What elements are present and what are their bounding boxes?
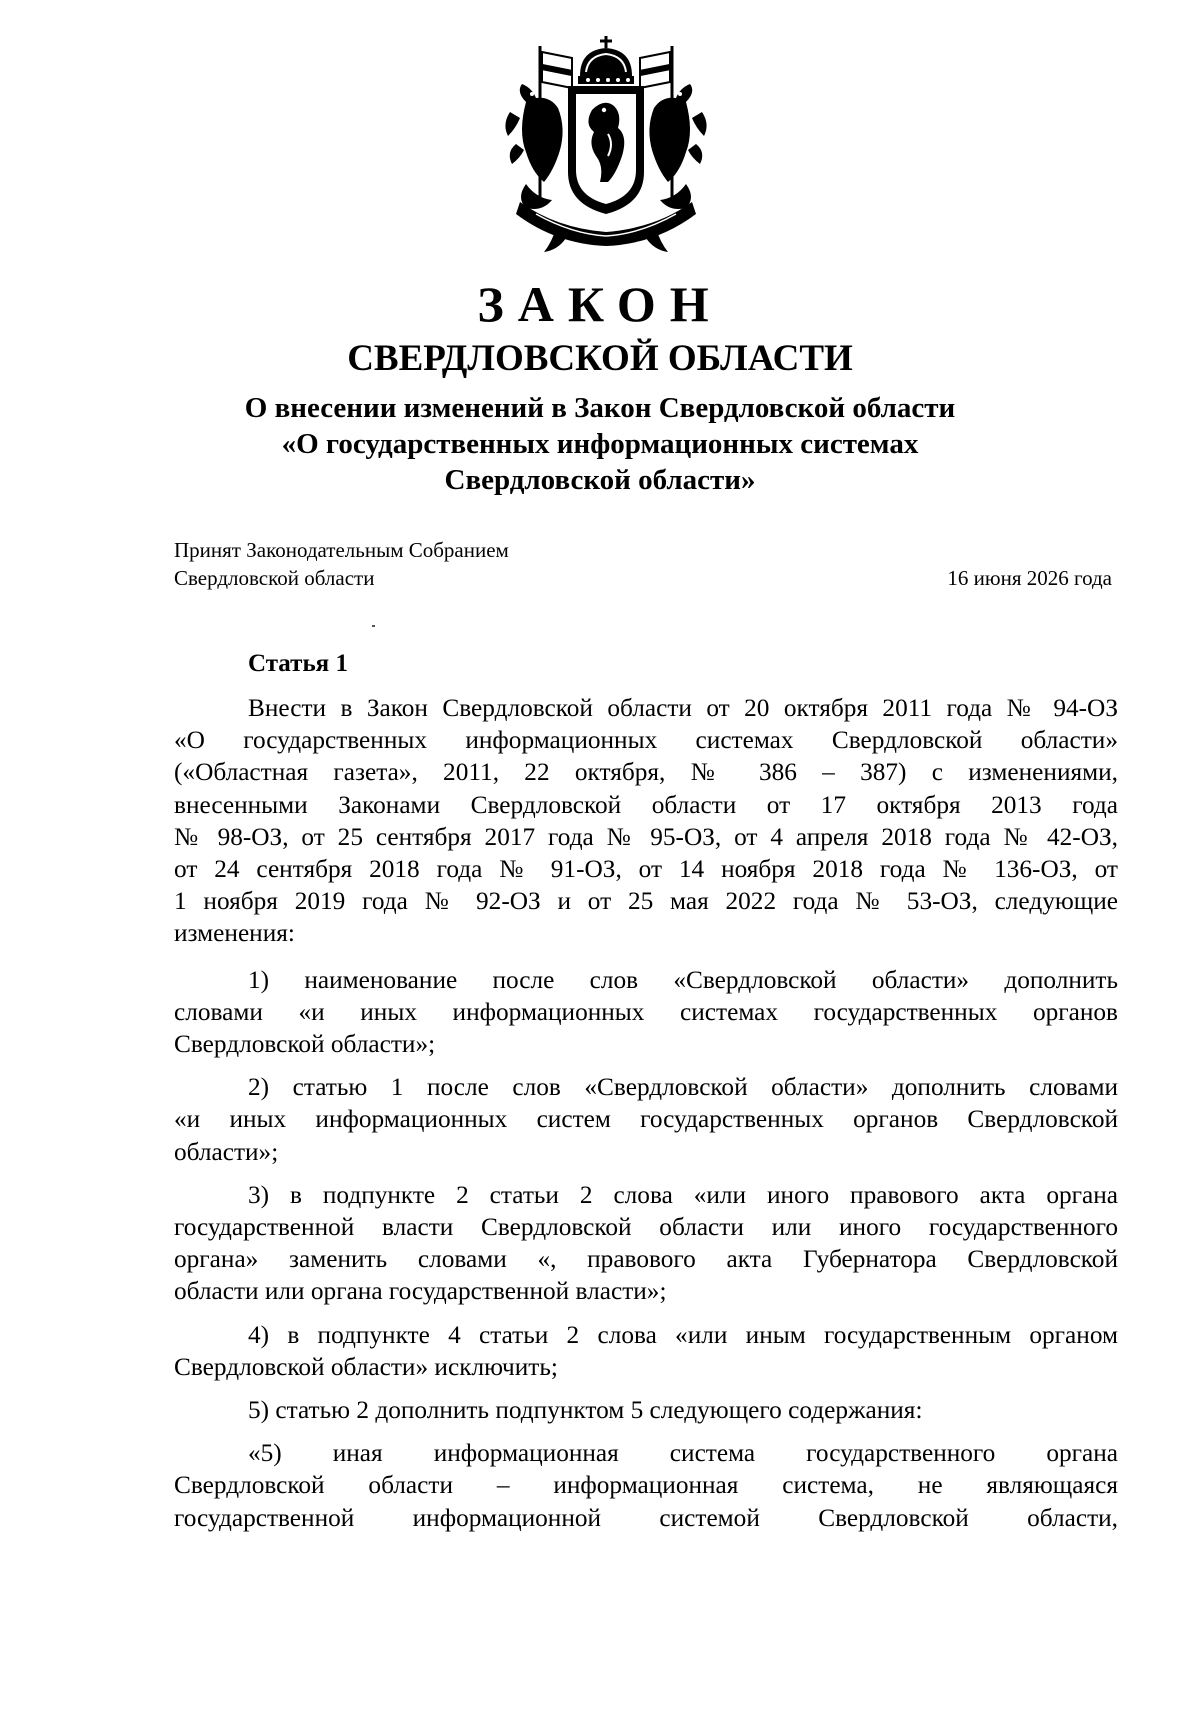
paragraph-line: государственной власти Свердловской области или иного государственного [174, 1213, 1118, 1242]
paragraph-line: 2) статью 1 после слов «Свердловской области» дополнить словами [248, 1073, 1118, 1102]
paragraph-line: Внести в Закон Свердловской области от 20 октября 2011 года № 94-ОЗ [248, 694, 1118, 722]
paragraph-line: внесенными Законами Свердловской области от 17 октября 2013 года [174, 790, 1118, 819]
paragraph-line: Свердловской области»; [174, 1030, 436, 1059]
paragraph-line: «О государственных информационных системах Свердловской области» [174, 726, 1118, 755]
paragraph-line: от 24 сентября 2018 года № 91-ОЗ, от 14 ноября 2018 года № 136-ОЗ, от [174, 855, 1118, 884]
paragraph-line: «и иных информационных систем государственных органов Свердловской [174, 1105, 1118, 1134]
paragraph-line: государственной информационной системой Свердловской области, [174, 1503, 1118, 1532]
law-subject [200, 390, 1000, 498]
shield-icon [568, 86, 644, 214]
sable-right-icon [649, 84, 706, 182]
article-heading: Статья 1 [248, 650, 348, 677]
region-title: СВЕРДЛОВСКОЙ ОБЛАСТИ [347, 338, 853, 379]
adoption-line: Принят Законодательным Собранием [174, 538, 509, 562]
paragraph-line: «5) иная информационная система государственного органа [248, 1439, 1118, 1468]
paragraph-line: 1 ноября 2019 года № 92-ОЗ и от 25 мая 2022 года № 53-ОЗ, следующие [174, 887, 1118, 916]
coat-of-arms-emblem [496, 32, 716, 262]
paragraph-line: Свердловской области – информационная система, не являющаяся [174, 1471, 1118, 1500]
law-subject-line: Свердловской области» [444, 464, 756, 496]
paragraph-line: Свердловской области» исключить; [174, 1352, 558, 1381]
scan-speck [372, 625, 375, 627]
paragraph-line: № 98-ОЗ, от 25 сентября 2017 года № 95-ОЗ, от 4 апреля 2018 года № 42-ОЗ, [174, 822, 1118, 851]
amendment-item-4 [174, 1319, 1118, 1383]
paragraph-line: 5) статью 2 дополнить подпунктом 5 следующего содержания: [248, 1396, 923, 1425]
adoption-date: 16 июня 2026 года [947, 566, 1112, 590]
paragraph-line: 1) наименование после слов «Свердловской области» дополнить [248, 965, 1118, 994]
law-title: ЗАКОН [477, 276, 723, 332]
amendment-item-3 [174, 1179, 1118, 1308]
article-paragraph [174, 692, 1118, 950]
crown-icon [578, 36, 634, 84]
adoption-note [174, 536, 509, 592]
adoption-line: Свердловской области [174, 566, 375, 590]
paragraph-line: области или органа государственной власти»; [174, 1277, 667, 1306]
amendment-item-2 [174, 1071, 1118, 1168]
paragraph-line: органа» заменить словами «, правового акта Губернатора Свердловской [174, 1245, 1118, 1274]
paragraph-line: словами «и иных информационных системах государственных органов [174, 997, 1118, 1026]
amendment-item-1 [174, 964, 1118, 1061]
paragraph-line: области»; [174, 1137, 279, 1166]
paragraph-line: («Областная газета», 2011, 22 октября, № 386 – 387) с изменениями, [174, 758, 1118, 787]
paragraph-line: изменения: [174, 919, 295, 948]
amendment-item-5 [174, 1394, 1118, 1426]
paragraph-line: 3) в подпункте 2 статьи 2 слова «или иного правового акта органа [248, 1180, 1118, 1209]
sable-left-icon [505, 84, 562, 182]
law-subject-line: «О государственных информационных системах [281, 428, 919, 460]
article-body [174, 692, 1118, 1545]
quoted-subitem-5 [174, 1437, 1118, 1534]
law-subject-line: О внесении изменений в Закон Свердловской области [244, 392, 956, 424]
paragraph-line: 4) в подпункте 4 статьи 2 слова «или иным государственным органом [248, 1320, 1118, 1349]
